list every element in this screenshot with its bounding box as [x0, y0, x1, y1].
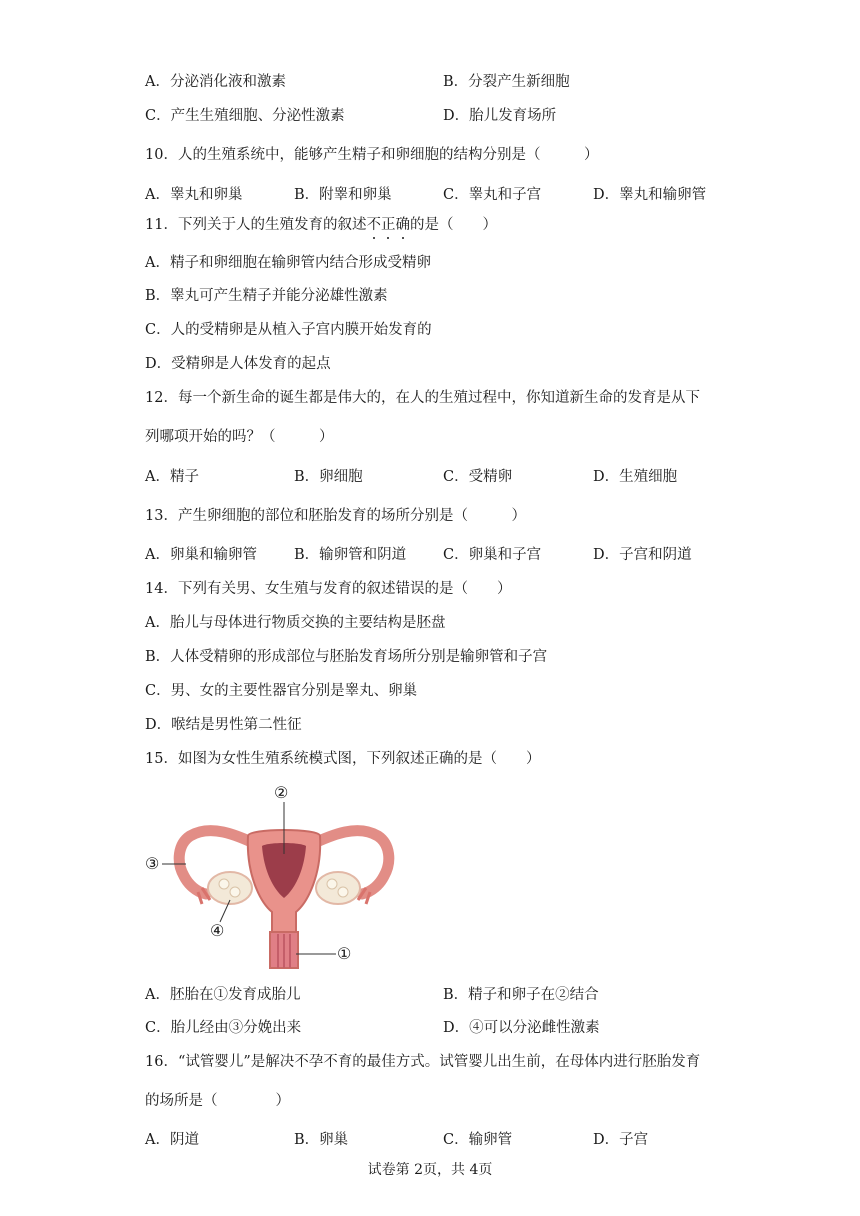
q13-option-d: D．子宫和阴道: [593, 547, 692, 563]
figure-label-3: ③: [145, 854, 160, 873]
figure-label-1: ①: [337, 944, 352, 963]
q16-option-a: A．阴道: [145, 1132, 199, 1148]
q15-option-b: B．精子和卵子在②结合: [443, 987, 599, 1003]
q11-stem-after: 的是（ ）: [409, 217, 497, 233]
q16-option-c: C．输卵管: [443, 1132, 513, 1148]
female-reproductive-system-figure: [140, 784, 400, 970]
q14-option-b: B．人体受精卵的形成部位与胚胎发育场所分别是输卵管和子宫: [145, 649, 548, 665]
q13-stem: 13．产生卵细胞的部位和胚胎发育的场所分别是（ ）: [145, 508, 526, 524]
q16-stem-line1: 16．“试管婴儿”是解决不孕不育的最佳方式。试管婴儿出生前，在母体内进行胚胎发育: [145, 1054, 701, 1070]
q16-stem-line2: 的场所是（ ）: [145, 1093, 290, 1109]
q11-emphasis-char: 确: [395, 217, 410, 233]
q12-option-a: A．精子: [145, 469, 199, 485]
left-ovary: [208, 872, 252, 904]
q10-option-a: A．睾丸和卵巢: [145, 187, 243, 203]
q14-option-d: D．喉结是男性第二性征: [145, 717, 302, 733]
q13-option-a: A．卵巢和输卵管: [145, 547, 257, 563]
q11-option-a: A．精子和卵细胞在输卵管内结合形成受精卵: [145, 255, 431, 271]
q9-option-c: C．产生生殖细胞、分泌性激素: [145, 108, 345, 124]
figure-label-2: ②: [274, 783, 289, 802]
q16-option-b: B．卵巢: [294, 1132, 349, 1148]
q15-option-a: A．胚胎在①发育成胎儿: [145, 987, 301, 1003]
q11-option-c: C．人的受精卵是从植入子宫内膜开始发育的: [145, 322, 432, 338]
q10-option-c: C．睾丸和子宫: [443, 187, 542, 203]
q12-stem-line1: 12．每一个新生命的诞生都是伟大的，在人的生殖过程中，你知道新生命的发育是从下: [145, 390, 700, 406]
q16-option-d: D．子宫: [593, 1132, 649, 1148]
q14-stem: 14．下列有关男、女生殖与发育的叙述错误的是（ ）: [145, 581, 512, 597]
q13-option-c: C．卵巢和子宫: [443, 547, 542, 563]
q11-option-d: D．受精卵是人体发育的起点: [145, 356, 331, 372]
q9-option-a: A．分泌消化液和激素: [145, 74, 286, 90]
q10-option-d: D．睾丸和输卵管: [593, 187, 707, 203]
q14-option-a: A．胎儿与母体进行物质交换的主要结构是胚盘: [145, 615, 446, 631]
q14-option-c: C．男、女的主要性器官分别是睾丸、卵巢: [145, 683, 418, 699]
q15-stem: 15．如图为女性生殖系统模式图，下列叙述正确的是（ ）: [145, 751, 541, 767]
q10-stem: 10．人的生殖系统中，能够产生精子和卵细胞的结构分别是（ ）: [145, 147, 599, 163]
q12-option-d: D．生殖细胞: [593, 469, 678, 485]
right-ovary: [316, 872, 360, 904]
q11-option-b: B．睾丸可产生精子并能分泌雄性激素: [145, 288, 388, 304]
q9-option-b: B．分裂产生新细胞: [443, 74, 570, 90]
q11-emphasis-char: 正: [380, 217, 396, 233]
q12-stem-line2: 列哪项开始的吗？（ ）: [145, 429, 334, 445]
q12-option-b: B．卵细胞: [294, 469, 363, 485]
q15-option-d: D．④可以分泌雌性激素: [443, 1020, 600, 1036]
page-footer: 试卷第 2页，共 4页: [367, 1162, 493, 1178]
q9-option-d: D．胎儿发育场所: [443, 108, 557, 124]
q12-option-c: C．受精卵: [443, 469, 513, 485]
reproductive-system-diagram: [140, 784, 400, 970]
q10-option-b: B．附睾和卵巢: [294, 187, 392, 203]
q11-stem-before: 11．下列关于人的生殖发育的叙述: [145, 217, 367, 233]
q11-emphasis-char: 不: [366, 217, 381, 233]
figure-label-4: ④: [210, 921, 225, 940]
q15-option-c: C．胎儿经由③分娩出来: [145, 1020, 302, 1036]
q11-stem: [145, 215, 497, 235]
q13-option-b: B．输卵管和阴道: [294, 547, 407, 563]
